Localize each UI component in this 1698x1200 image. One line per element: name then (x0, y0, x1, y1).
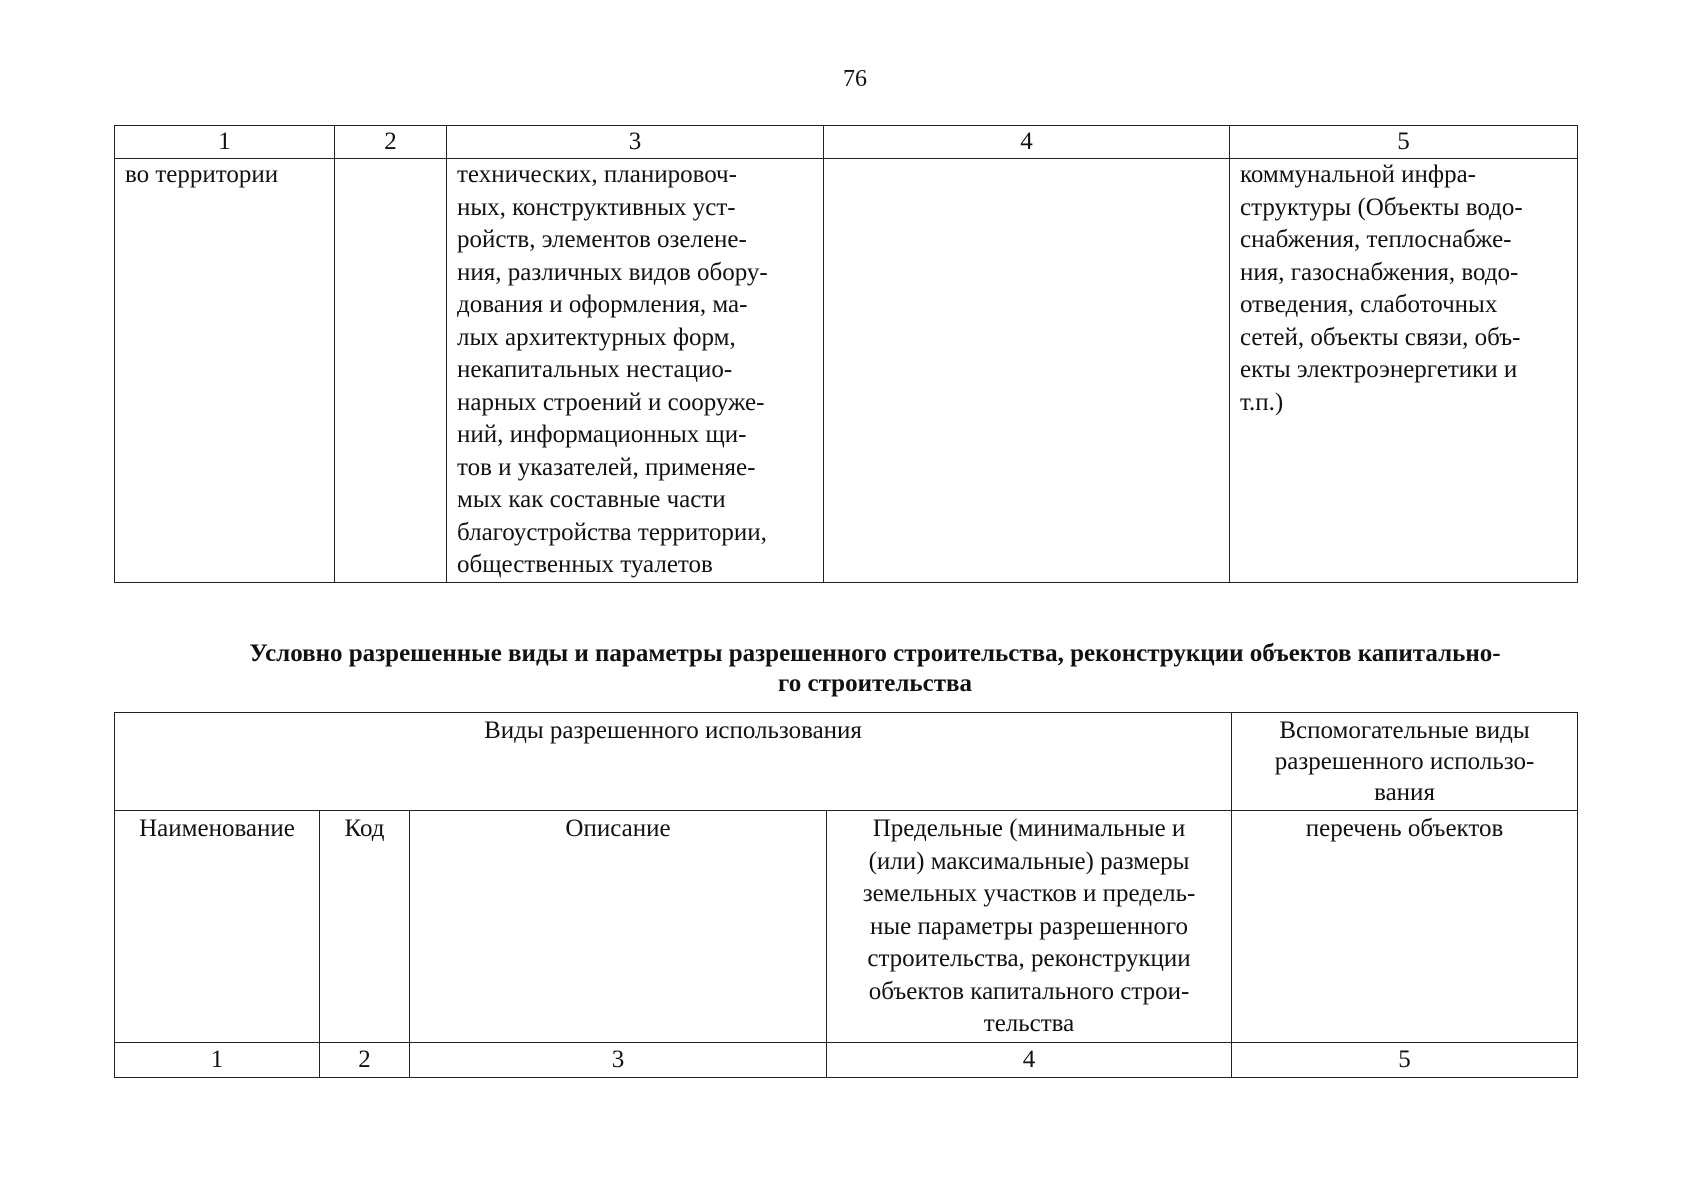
limits-cell (824, 159, 1230, 583)
text-line: сетей, объекты связи, объ- (1240, 323, 1521, 351)
text-line: мых как составные части (457, 486, 726, 513)
column-number-4: 4 (827, 1043, 1232, 1078)
section-heading-line-1: Условно разрешенные виды и параметры разрешенного строительства, реконструкции объектов капитально- (249, 640, 1501, 667)
column-number-1: 1 (115, 126, 335, 159)
group-header-row (115, 713, 1578, 811)
text-line: структуры (Объекты водо- (1240, 193, 1523, 221)
permitted-uses-header: Виды разрешенного использования (115, 713, 1232, 811)
objects-column-header: перечень объектов (1232, 811, 1578, 1043)
text-line: дования и оформления, ма- (457, 291, 748, 318)
section-heading-line-2: го строительства (778, 670, 972, 697)
zoning-table-continuation (114, 125, 1578, 583)
column-number-2: 2 (335, 126, 447, 159)
text-line: земельных участков и предель- (862, 880, 1196, 907)
text-line: лых архитектурных форм, (457, 323, 736, 351)
text-line: отведения, слаботочных (1240, 291, 1498, 318)
column-number-2: 2 (320, 1043, 410, 1078)
code-column-header: Код (320, 811, 410, 1043)
text-line: Предельные (минимальные и (872, 815, 1186, 842)
auxiliary-objects-cell (1230, 159, 1578, 583)
text-line: общественных туалетов (457, 551, 713, 578)
column-number-5: 5 (1232, 1043, 1578, 1078)
name-column-header: Наименование (115, 811, 320, 1043)
text-line: некапитальных нестацио- (457, 356, 733, 383)
text-line: ройств, элементов озелене- (457, 226, 747, 253)
text-line: екты электроэнергетики и (1240, 356, 1518, 383)
description-cell (447, 159, 824, 583)
section-heading (160, 639, 1590, 699)
text-line: Вспомогательные виды (1279, 717, 1530, 744)
column-number-5: 5 (1230, 126, 1578, 159)
text-line: объектов капитального строи- (868, 977, 1190, 1005)
text-line: (или) максимальные) размеры (868, 847, 1190, 875)
limits-column-header (827, 811, 1232, 1043)
text-line: разрешенного использо- (1274, 748, 1535, 775)
text-line: тельства (983, 1010, 1075, 1037)
text-line: снабжения, теплоснабже- (1240, 226, 1512, 253)
table-row (115, 159, 1578, 583)
column-number-3: 3 (447, 126, 824, 159)
column-number-row (115, 1043, 1578, 1078)
conditional-use-table (114, 712, 1578, 1078)
column-number-1: 1 (115, 1043, 320, 1078)
column-number-3: 3 (410, 1043, 827, 1078)
text-line: ния, газоснабжения, водо- (1240, 258, 1519, 286)
column-number-4: 4 (824, 126, 1230, 159)
text-line: ний, информационных щи- (457, 421, 747, 448)
code-cell (335, 159, 447, 583)
text-line: коммунальной инфра- (1240, 161, 1476, 188)
text-line: т.п.) (1240, 388, 1284, 416)
text-line: технических, планировоч- (457, 161, 737, 188)
column-number-row (115, 126, 1578, 159)
name-cell: во территории (115, 159, 335, 583)
description-column-header: Описание (410, 811, 827, 1043)
page-number: 76 (843, 66, 867, 92)
text-line: ные параметры разрешенного (869, 912, 1189, 940)
column-header-row (115, 811, 1578, 1043)
text-line: ных, конструктивных уст- (457, 193, 736, 221)
text-line: тов и указателей, применяе- (457, 453, 756, 481)
text-line: ния, различных видов обору- (457, 258, 768, 286)
text-line: нарных строений и сооруже- (457, 388, 765, 416)
auxiliary-uses-header (1232, 713, 1578, 811)
text-line: строительства, реконструкции (867, 945, 1191, 972)
text-line: благоустройства территории, (457, 518, 767, 546)
text-line: вания (1374, 779, 1435, 806)
